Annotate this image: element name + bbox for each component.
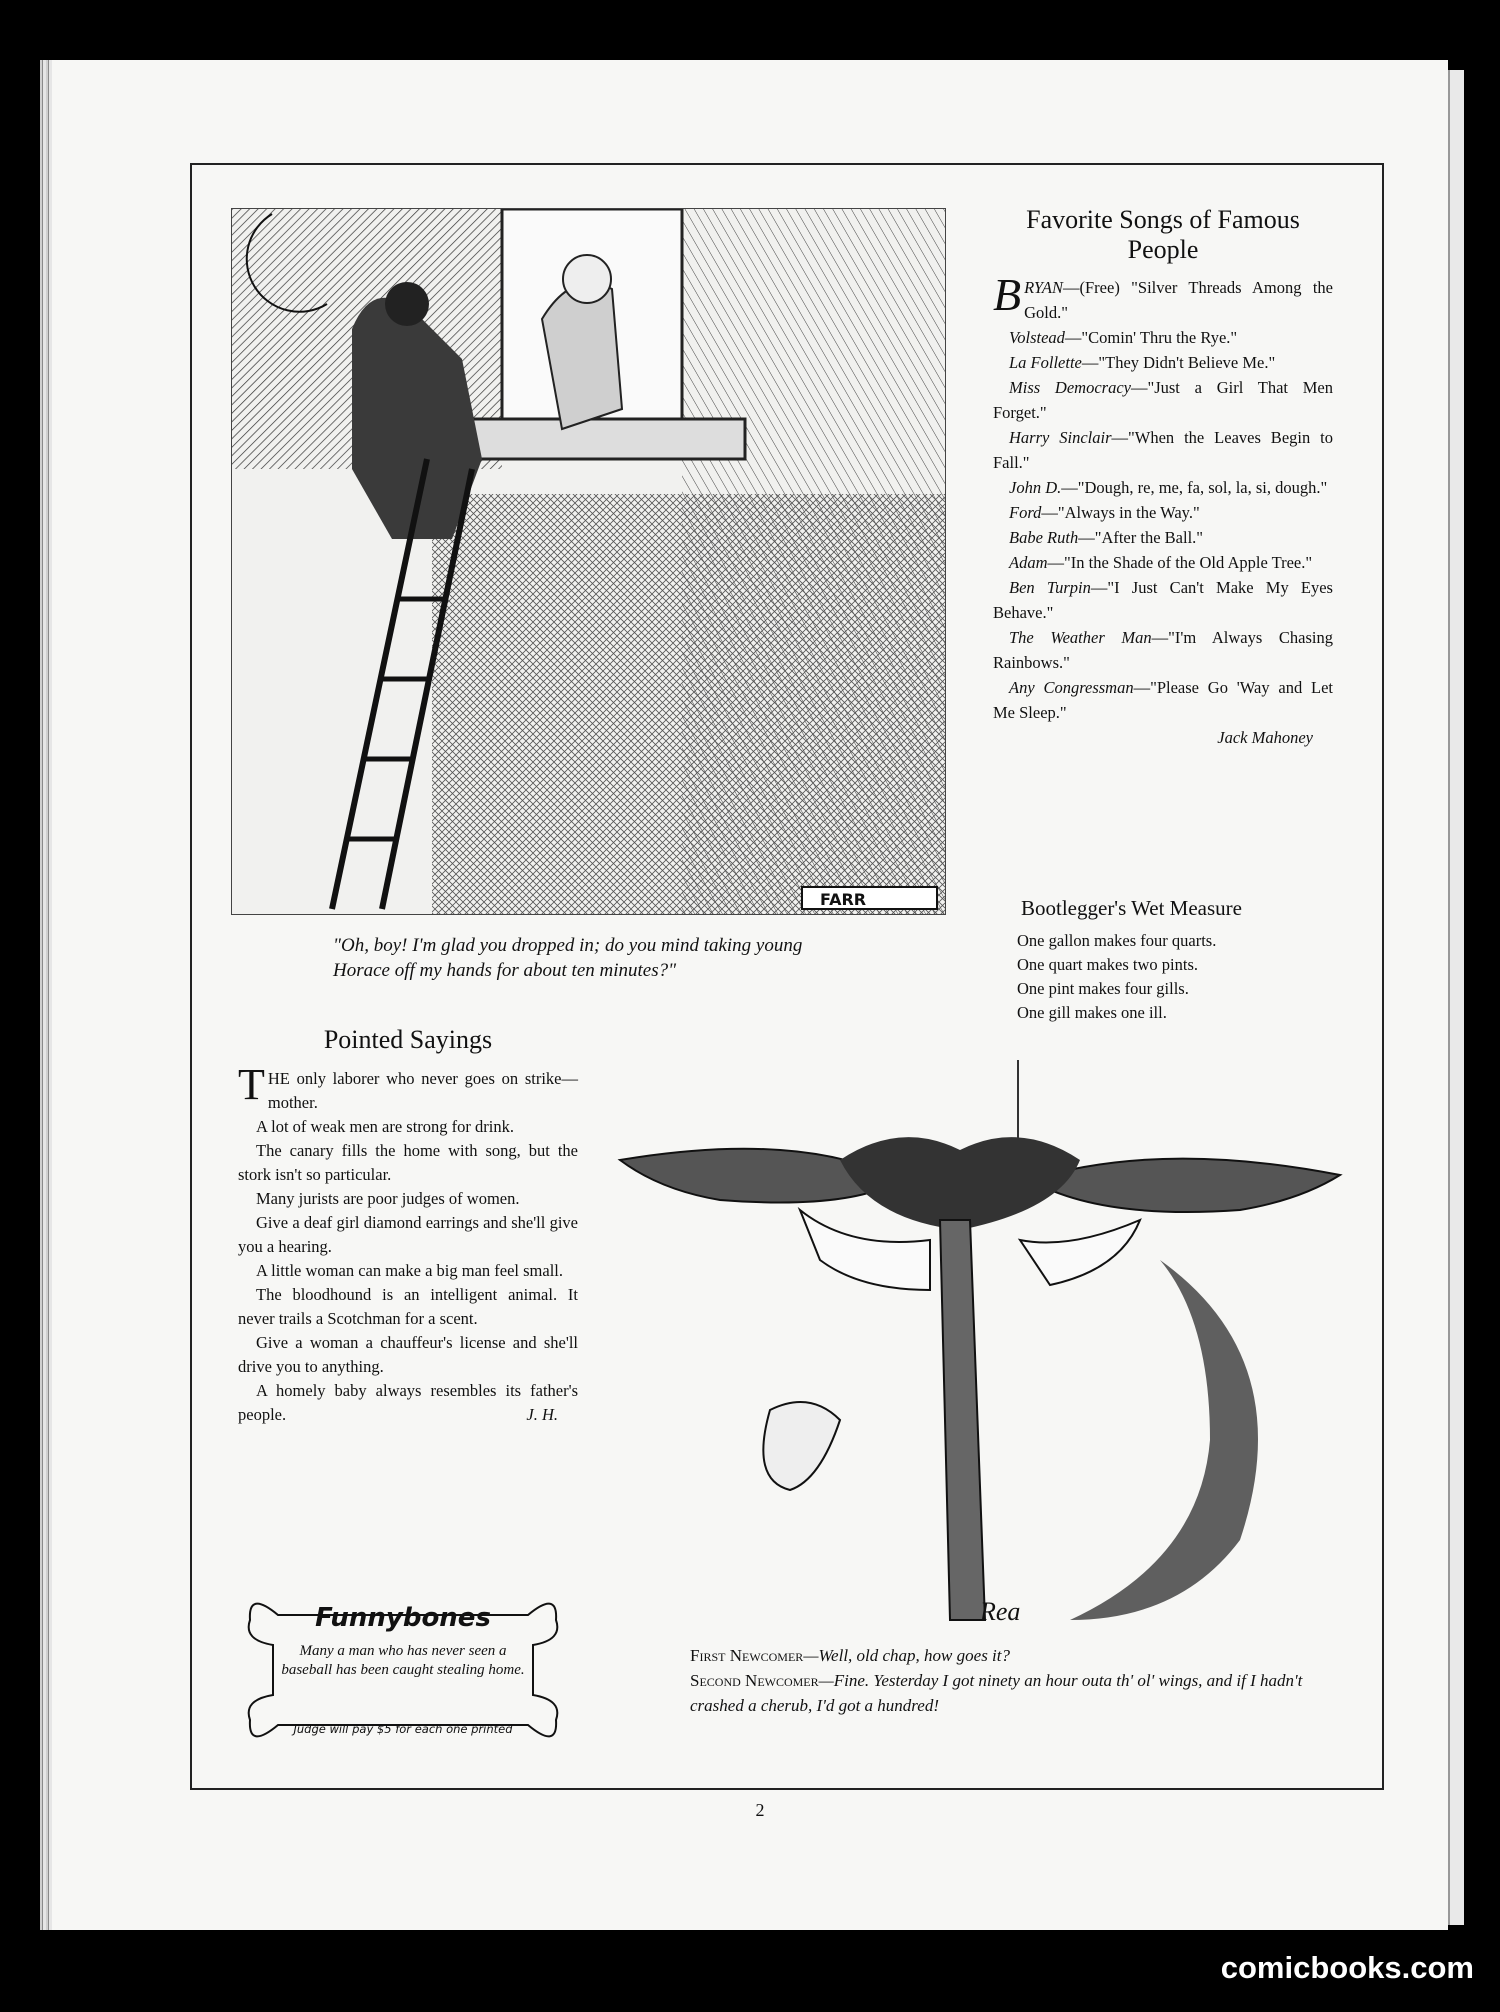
cartoon2-caption [690,1643,1340,1718]
cartoon-burglar-illustration [231,208,946,915]
funnybones-footer: Judge will pay $5 for each one printed [293,1722,513,1736]
song-title: —"I'm Always Chasing Rainbows." [993,628,1333,672]
favorite-songs-body [993,269,1334,750]
cartoon2-line2: —Fine. Yesterday I got ninety an hour outa th' ol' wings, and if I hadn't crashed a cherub, I'd got a hundred! [690,1671,1303,1715]
cartoon-winged-aviators-illustration [600,1060,1360,1640]
cartoon2-speaker2: Second Newcomer [690,1671,819,1690]
cartoon2-speaker1: First Newcomer [690,1646,804,1665]
song-person: Harry Sinclair [1009,428,1112,447]
page-edge [1448,70,1464,1925]
site-watermark: comicbooks.com [1220,1950,1474,1985]
wet-measure-section [1017,895,1317,1025]
page-number: 2 [755,1800,765,1820]
song-person: Any Congressman [1009,678,1134,697]
wet-measure-line: One gill makes one ill. [1017,1003,1167,1022]
wet-measure-title: Bootlegger's Wet Measure [1021,896,1242,920]
song-person: Volstead [1009,328,1065,347]
song-title: —"Just a Girl That Men Forget." [993,378,1334,422]
pointed-sayings-body [238,1060,578,1427]
favorite-songs-section [993,205,1333,750]
pointed-dropcap: T [238,1060,265,1109]
song-title: —"Comin' Thru the Rye." [1064,328,1238,347]
song-person: Ben Turpin [1009,578,1091,597]
song-title: —(Free) "Silver Threads Among the Gold." [1024,278,1333,322]
song-title: —"They Didn't Believe Me." [1081,353,1276,372]
song-person: La Follette [1009,353,1082,372]
song-title: —"After the Ball." [1078,528,1204,547]
cartoon1-signature: FARR [820,890,867,909]
saying: Many jurists are poor judges of women. [256,1189,520,1208]
wet-measure-line: One quart makes two pints. [1017,955,1199,974]
pointed-sayings-title: Pointed Sayings [323,1025,493,1054]
wet-measure-line: One gallon makes four quarts. [1017,931,1217,950]
songs-author: Jack Mahoney [1217,728,1313,747]
funnybones-box [238,1585,568,1755]
song-person: The Weather Man [1009,628,1152,647]
wet-measure-line: One pint makes four gills. [1017,979,1189,998]
cartoon1-caption [333,933,903,983]
saying: Give a deaf girl diamond earrings and she'll give you a hearing. [238,1213,578,1256]
saying: The canary fills the home with song, but the stork isn't so particular. [238,1141,578,1184]
pointed-sayings-section [238,1025,578,1427]
saying: The bloodhound is an intelligent animal. It never trails a Scotchman for a scent. [238,1285,578,1328]
saying: Give a woman a chauffeur's license and she'll drive you to anything. [238,1333,578,1376]
saying: A little woman can make a big man feel small. [256,1261,563,1280]
cartoon1-caption-line1: "Oh, boy! I'm glad you dropped in; do you mind taking young [333,935,803,956]
song-person: RYAN [1024,278,1063,297]
song-title: —"Please Go 'Way and Let Me Sleep." [993,678,1333,722]
song-person: Adam [1009,553,1048,572]
song-person: John D. [1009,478,1062,497]
funnybones-joke: Many a man who has never seen a baseball has been caught stealing home. [281,1643,525,1678]
song-person: Ford [1009,503,1042,522]
pointed-author: J. H. [526,1405,558,1424]
songs-dropcap: B [993,269,1022,320]
cartoon2-signature: Rea [980,1597,1021,1626]
funnybones-title: Funnybones [315,1603,491,1633]
favorite-songs-title [993,205,1333,265]
song-title: —"Always in the Way." [1041,503,1200,522]
saying: HE only laborer who never goes on strike—mother. [267,1069,578,1112]
cartoon2-line1: —Well, old chap, how goes it? [803,1646,1011,1665]
song-person: Babe Ruth [1009,528,1079,547]
favorite-songs-title-line1: Favorite Songs of Famous [1026,205,1300,234]
song-title: —"I Just Can't Make My Eyes Behave." [993,578,1333,622]
favorite-songs-title-line2: People [1127,235,1199,264]
song-title: —"When the Leaves Begin to Fall." [993,428,1333,472]
song-title: —"In the Shade of the Old Apple Tree." [1047,553,1313,572]
saying: A homely baby always resembles its father's people. [238,1381,578,1424]
cartoon1-caption-line2: Horace off my hands for about ten minutes?" [333,960,677,981]
song-person: Miss Democracy [1009,378,1131,397]
saying: A lot of weak men are strong for drink. [256,1117,514,1136]
song-title: —"Dough, re, me, fa, sol, la, si, dough." [1061,478,1328,497]
